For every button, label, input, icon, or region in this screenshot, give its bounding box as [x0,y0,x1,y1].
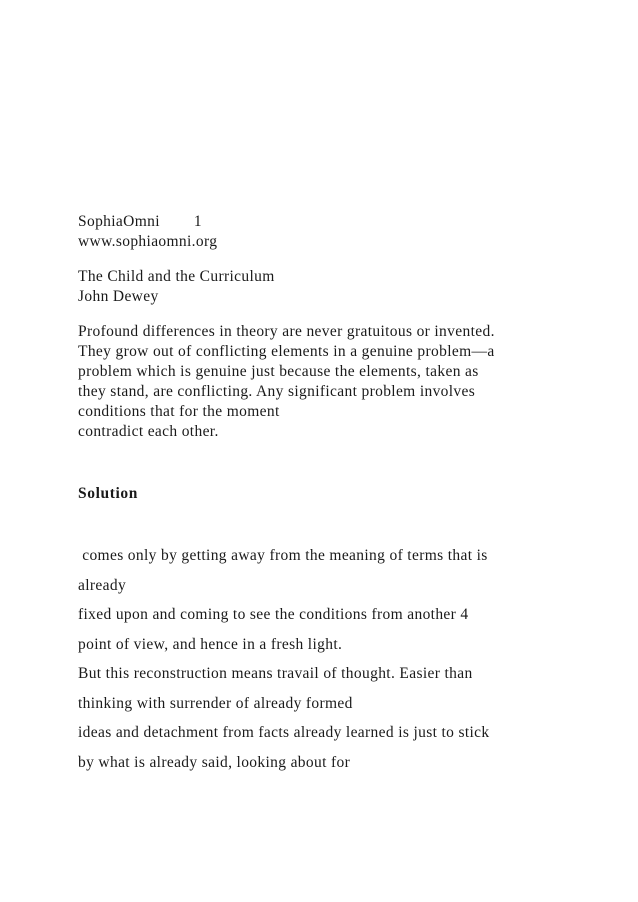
text-line: point of view, and hence in a fresh light. [78,635,343,653]
spacer [78,252,598,267]
text-line: Profound differences in theory are never gratuitous or invented. [78,323,495,340]
paragraph-solution [78,541,598,777]
spacer [78,504,598,541]
text-line: ideas and detachment from facts already learned is just to stick [78,724,490,741]
spacer [78,442,598,484]
paragraph-intro [78,322,598,442]
text-line: They grow out of conflicting elements in a genuine problem—a [78,343,495,360]
site-url: www.sophiaomni.org [78,233,218,250]
text-line: thinking with surrender of already formed [78,694,353,712]
header-row [78,212,598,232]
text-line: But this reconstruction means travail of thought. Easier than [78,665,473,682]
text-line: conditions that for the moment [78,403,280,420]
text-line: fixed upon and coming to see the conditions from another 4 [78,606,469,623]
document-author: John Dewey [78,288,159,305]
page-number: 1 [193,213,202,230]
text-line: comes only by getting away from the meaning of terms that is [78,547,488,564]
document-title: The Child and the Curriculum [78,268,275,285]
spacer [78,307,598,322]
site-name: SophiaOmni [78,213,160,230]
text-line: contradict each other. [78,423,219,440]
page-content [78,212,598,777]
text-line: they stand, are conflicting. Any significant problem involves [78,383,476,400]
section-heading: Solution [78,485,138,502]
text-line: problem which is genuine just because the elements, taken as [78,363,479,380]
text-line: already [78,576,127,594]
text-line: by what is already said, looking about for [78,753,351,771]
